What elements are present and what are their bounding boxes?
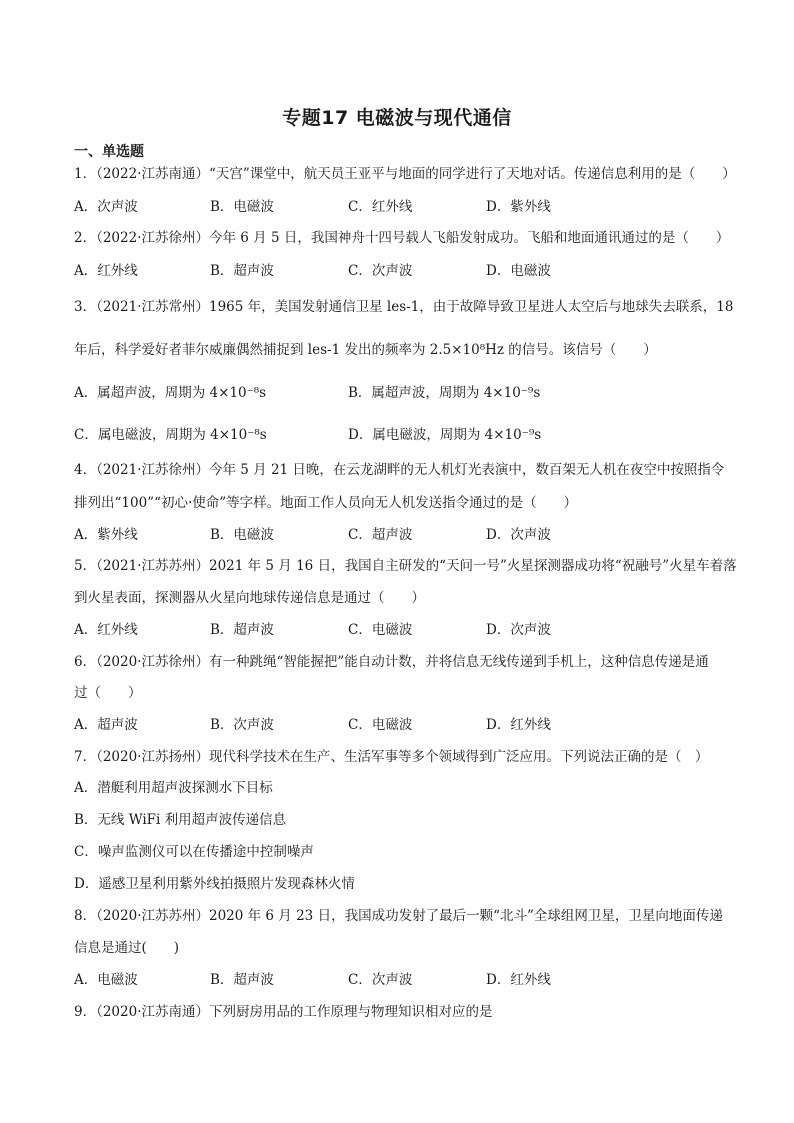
question-7-option-d: D．遥感卫星利用紫外线拍摄照片发现森林火情 <box>74 876 355 892</box>
question-8-option-c: C．次声波 <box>348 972 413 988</box>
question-6-option-a: A．超声波 <box>74 717 138 733</box>
question-9-text: 9．（2020·江苏南通）下列厨房用品的工作原理与物理知识相对应的是 <box>74 1004 493 1020</box>
question-4-text-line-1: 4．（2021·江苏徐州）今年 5 月 21 日晚，在云龙湖畔的无人机灯光表演中，数百架无人机在夜空中按照指令 <box>74 462 725 478</box>
question-7-option-a: A．潜艇利用超声波探测水下目标 <box>74 780 273 796</box>
question-2-text: 2．（2022·江苏徐州）今年 6 月 5 日，我国神舟十四号载人飞船发射成功。飞船和地面通讯通过的是（ ） <box>74 230 730 246</box>
question-2-option-c: C．次声波 <box>348 263 413 279</box>
question-3-option-d: D．属电磁波，周期为 4×10⁻⁹s <box>348 427 542 443</box>
question-5-option-c: C．电磁波 <box>348 622 413 638</box>
question-5-option-b: B．超声波 <box>210 622 274 638</box>
question-8-option-a: A．电磁波 <box>74 972 138 988</box>
question-1-text: 1．（2022·江苏南通）“天宫”课堂中，航天员王亚平与地面的同学进行了天地对话。传递信息利用的是（ ） <box>74 166 736 182</box>
question-4-option-a: A．紫外线 <box>74 527 138 543</box>
question-1-option-a: A．次声波 <box>74 199 138 215</box>
question-4-text-line-2: 排列出“100”“初心·使命”等字样。地面工作人员向无人机发送指令通过的是（ ） <box>74 495 578 511</box>
question-8-text-line-1: 8．（2020·江苏苏州）2020 年 6 月 23 日，我国成功发射了最后一颗“北斗”全球组网卫星，卫星向地面传递 <box>74 908 723 924</box>
question-8-option-b: B．超声波 <box>210 972 274 988</box>
question-5-text-line-1: 5．（2021·江苏苏州）2021 年 5 月 16 日，我国自主研发的“天问一号”火星探测器成功将“祝融号”火星车着落 <box>74 558 737 574</box>
question-8-text-line-2: 信息是通过( ) <box>74 940 180 956</box>
question-5-text-line-2: 到火星表面，探测器从火星向地球传递信息是通过（ ） <box>74 590 425 606</box>
question-7-option-c: C．噪声监测仪可以在传播途中控制噪声 <box>74 844 314 860</box>
question-4-option-d: D．次声波 <box>486 527 551 543</box>
question-3-option-a: A．属超声波，周期为 4×10⁻⁸s <box>74 385 267 401</box>
question-6-option-d: D．红外线 <box>486 717 551 733</box>
question-8-option-d: D．红外线 <box>486 972 551 988</box>
page-title: 专题17 电磁波与现代通信 <box>282 107 512 129</box>
question-2-option-a: A．红外线 <box>74 263 138 279</box>
question-1-option-b: B．电磁波 <box>210 199 274 215</box>
question-3-text-line-2: 年后，科学爱好者菲尔威廉偶然捕捉到 les-1 发出的频率为 2.5×10⁸Hz 的信号。该信号（ ） <box>74 342 657 358</box>
question-2-option-d: D．电磁波 <box>486 263 551 279</box>
question-1-option-c: C．红外线 <box>348 199 413 215</box>
question-2-option-b: B．超声波 <box>210 263 274 279</box>
question-4-option-c: C．超声波 <box>348 527 413 543</box>
question-5-option-a: A．红外线 <box>74 622 138 638</box>
question-5-option-d: D．次声波 <box>486 622 551 638</box>
question-6-option-c: C．电磁波 <box>348 717 413 733</box>
question-3-text-line-1: 3．（2021·江苏常州）1965 年，美国发射通信卫星 les-1，由于故障导致卫星进人太空后与地球失去联系，18 <box>74 299 734 315</box>
question-6-text-line-1: 6．（2020·江苏徐州）有一种跳绳“智能握把”能自动计数，并将信息无线传递到手机上，这种信息传递是通 <box>74 654 709 670</box>
question-3-option-c: C．属电磁波，周期为 4×10⁻⁸s <box>74 427 267 443</box>
question-1-option-d: D．紫外线 <box>486 199 551 215</box>
question-7-text: 7．（2020·江苏扬州）现代科学技术在生产、生活军事等多个领域得到广泛应用。下列说法正确的是（ ） <box>74 749 709 765</box>
question-3-option-b: B．属超声波，周期为 4×10⁻⁹s <box>348 385 541 401</box>
question-6-text-line-2: 过（ ） <box>74 685 142 701</box>
question-7-option-b: B．无线 WiFi 利用超声波传递信息 <box>74 812 287 828</box>
question-4-option-b: B．电磁波 <box>210 527 274 543</box>
section-heading: 一、单选题 <box>74 144 144 160</box>
question-6-option-b: B．次声波 <box>210 717 274 733</box>
